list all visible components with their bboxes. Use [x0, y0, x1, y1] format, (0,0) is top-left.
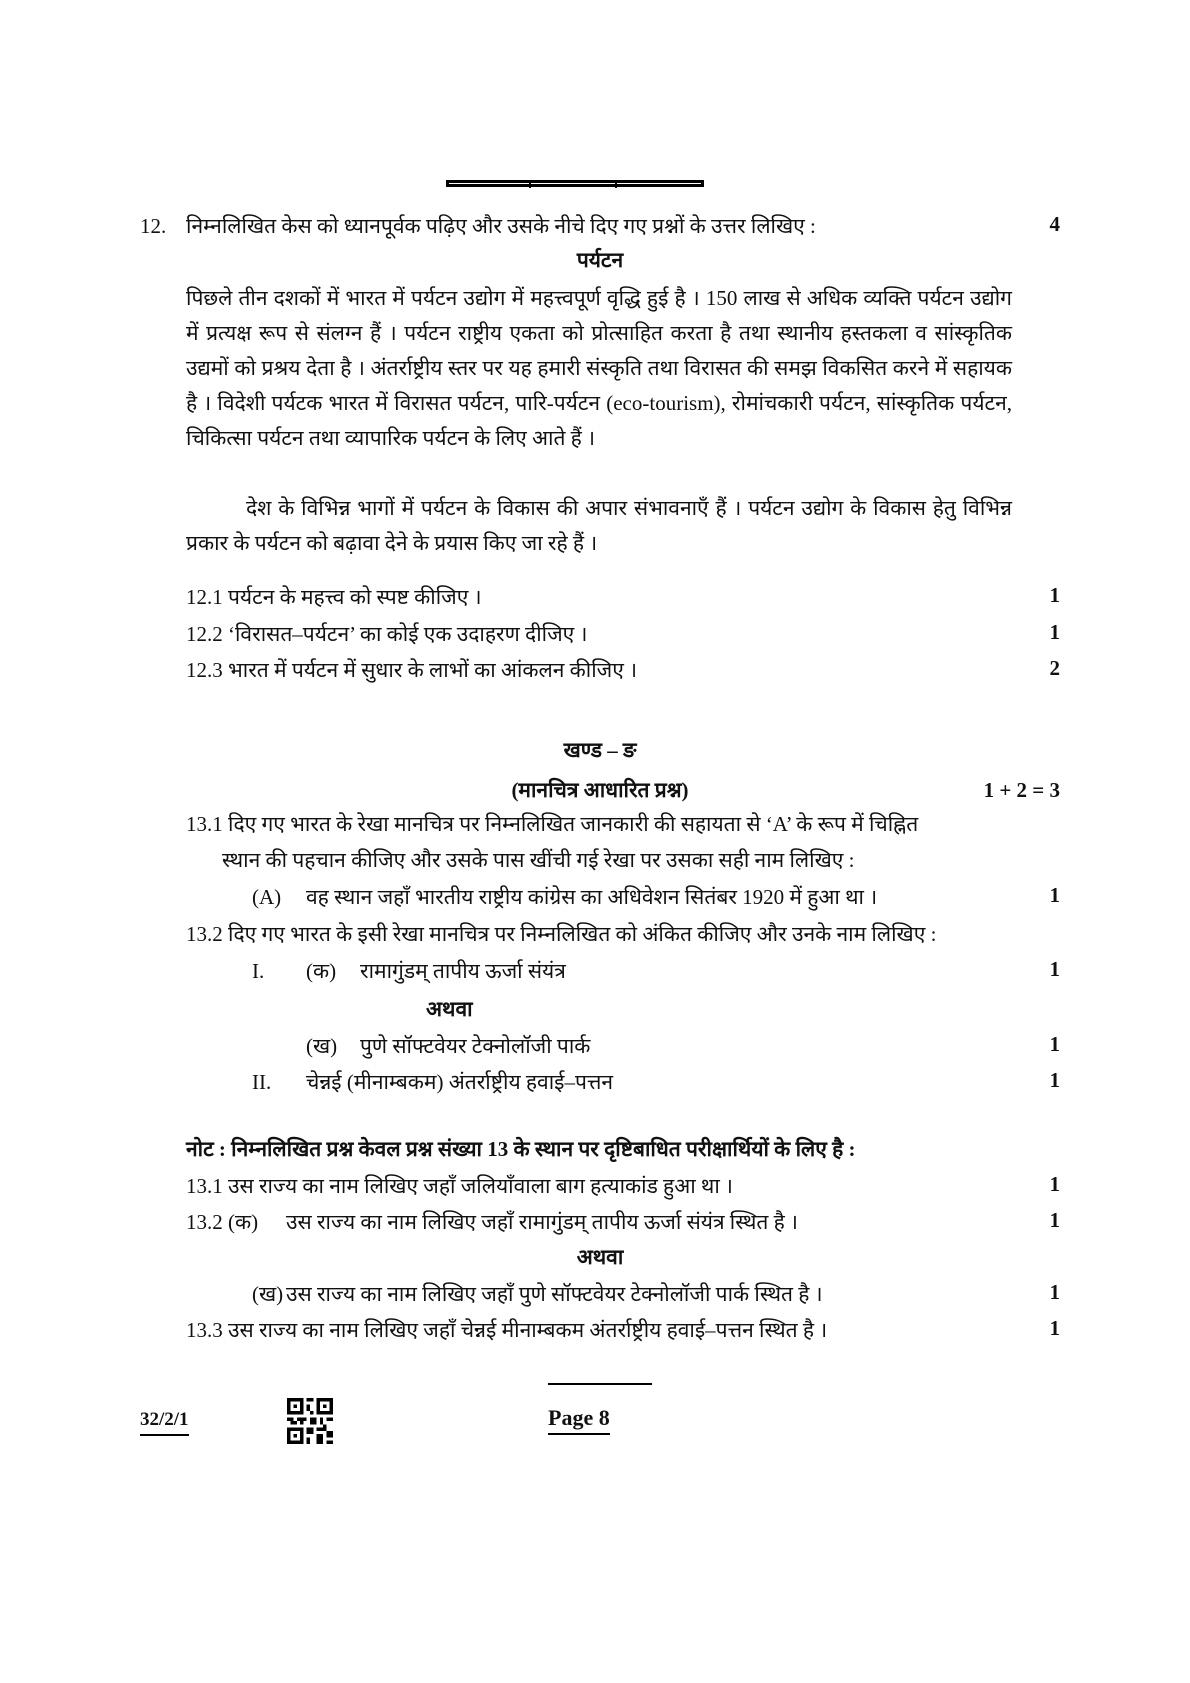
subquestion-12-1-marks: 1 [1049, 583, 1060, 607]
case-paragraph-1: पिछले तीन दशकों में भारत में पर्यटन उद्योग में महत्त्वपूर्ण वृद्धि हुई है । 150 लाख से अधिक व्यक्ति पर्यटन उद्योग में प्रत्यक्ष रूप से संलग्न हैं । पर्यटन राष्ट्रीय एकता को प्रोत्साहित करता है तथा स्थानीय हस्तकला व सांस्कृतिक उद्यमों को प्रश्रय देता है । अंतर्राष्ट्रीय स्तर पर यह हमारी संस्कृति तथा विरासत की समझ विकसित करने में सहायक है । विदेशी पर्यटक भारत में विरासत पर्यटन, पारि-पर्यटन (eco-tourism), रोमांचकारी पर्यटन, सांस्कृतिक पर्यटन, चिकित्सा पर्यटन तथा व्यापारिक पर्यटन के लिए आते हैं । [186, 286, 1012, 450]
subquestion-12-2-marks: 1 [1049, 620, 1060, 644]
option-a-label: (A) [252, 885, 282, 909]
section-title: खण्ड – ङ [563, 738, 637, 762]
note-13-2-text: उस राज्य का नाम लिखिए जहाँ रामागुंडम् तापीय ऊर्जा संयंत्र स्थित है । [286, 1210, 798, 1234]
subquestion-12-3-marks: 2 [1049, 656, 1060, 680]
or-separator-note: अथवा [576, 1245, 624, 1269]
case-paragraph-2: देश के विभिन्न भागों में पर्यटन के विकास की अपार संभावनाएँ हैं । पर्यटन उद्योग के विकास हेतु विभिन्न प्रकार के पर्यटन को बढ़ावा देने के प्रयास किए जा रहे हैं । [186, 496, 1012, 555]
note-13-3: 13.3 उस राज्य का नाम लिखिए जहाँ चेन्नई मीनाम्बकम अंतर्राष्ट्रीय हवाई–पत्तन स्थित है । [186, 1318, 828, 1342]
item-i-label: I. [252, 959, 265, 983]
bar-tick [529, 182, 531, 188]
subquestion-12-1: 12.1 पर्यटन के महत्त्व को स्पष्ट कीजिए । [186, 585, 482, 609]
bar-tick [615, 182, 617, 188]
item-i-ka-label: (क) [306, 959, 337, 983]
paper-code: 32/2/1 [140, 1408, 189, 1436]
item-i-ka-text: रामागुंडम् तापीय ऊर्जा संयंत्र [360, 959, 566, 983]
option-a-text: वह स्थान जहाँ भारतीय राष्ट्रीय कांग्रेस का अधिवेशन सितंबर 1920 में हुआ था । [306, 885, 878, 909]
item-ii-text: चेन्नई (मीनाम्बकम) अंतर्राष्ट्रीय हवाई–पत्तन [306, 1070, 614, 1094]
note-13-1: 13.1 उस राज्य का नाम लिखिए जहाँ जलियाँवाला बाग हत्याकांड हुआ था । [186, 1174, 733, 1198]
top-separator-bar [446, 180, 704, 187]
item-i-ka-marks: 1 [1049, 957, 1060, 981]
note-heading: नोट : निम्नलिखित प्रश्न केवल प्रश्न संख्या 13 के स्थान पर दृष्टिबाधित परीक्षार्थियों के लिए है : [186, 1137, 856, 1161]
note-13-2b-text: उस राज्य का नाम लिखिए जहाँ पुणे सॉफ्टवेयर टेक्नोलॉजी पार्क स्थित है । [286, 1282, 823, 1306]
option-a-marks: 1 [1049, 883, 1060, 907]
footer-rule [548, 1383, 652, 1385]
or-separator: अथवा [426, 997, 473, 1021]
item-ii-marks: 1 [1049, 1068, 1060, 1092]
question-12-instruction: निम्नलिखित केस को ध्यानपूर्वक पढ़िए और उसके नीचे दिए गए प्रश्नों के उत्तर लिखिए : [186, 214, 816, 238]
item-i-kha-marks: 1 [1049, 1032, 1060, 1056]
page-number: Page 8 [548, 1405, 610, 1435]
note-13-2b-label: (ख) [252, 1282, 284, 1306]
item-i-kha-label: (ख) [306, 1034, 338, 1058]
question-12-marks: 4 [1049, 212, 1060, 236]
subquestion-12-2: 12.2 ‘विरासत–पर्यटन’ का कोई एक उदाहरण दीजिए । [186, 622, 588, 646]
case-title: पर्यटन [576, 248, 624, 272]
item-i-kha-text: पुणे सॉफ्टवेयर टेक्नोलॉजी पार्क [360, 1034, 591, 1058]
note-13-2-prefix: 13.2 (क) [186, 1210, 259, 1234]
qr-code-icon [287, 1398, 333, 1444]
note-13-1-marks: 1 [1049, 1172, 1060, 1196]
section-subtitle: (मानचित्र आधारित प्रश्न) [511, 778, 689, 802]
note-13-3-marks: 1 [1049, 1316, 1060, 1340]
question-13-1-line1: 13.1 दिए गए भारत के रेखा मानचित्र पर निम्नलिखित जानकारी की सहायता से ‘A’ के रूप में चिह्नित [186, 812, 919, 836]
note-13-2-marks: 1 [1049, 1208, 1060, 1232]
question-13-2-line: 13.2 दिए गए भारत के इसी रेखा मानचित्र पर निम्नलिखित को अंकित कीजिए और उनके नाम लिखिए : [186, 922, 937, 946]
note-13-2b-marks: 1 [1049, 1280, 1060, 1304]
question-number-12: 12. [140, 214, 167, 238]
question-13-1-line2: स्थान की पहचान कीजिए और उसके पास खींची गई रेखा पर उसका सही नाम लिखिए : [222, 848, 855, 872]
subquestion-12-3: 12.3 भारत में पर्यटन में सुधार के लाभों का आंकलन कीजिए । [186, 658, 638, 682]
item-ii-label: II. [252, 1070, 272, 1094]
section-marks: 1 + 2 = 3 [983, 778, 1060, 802]
